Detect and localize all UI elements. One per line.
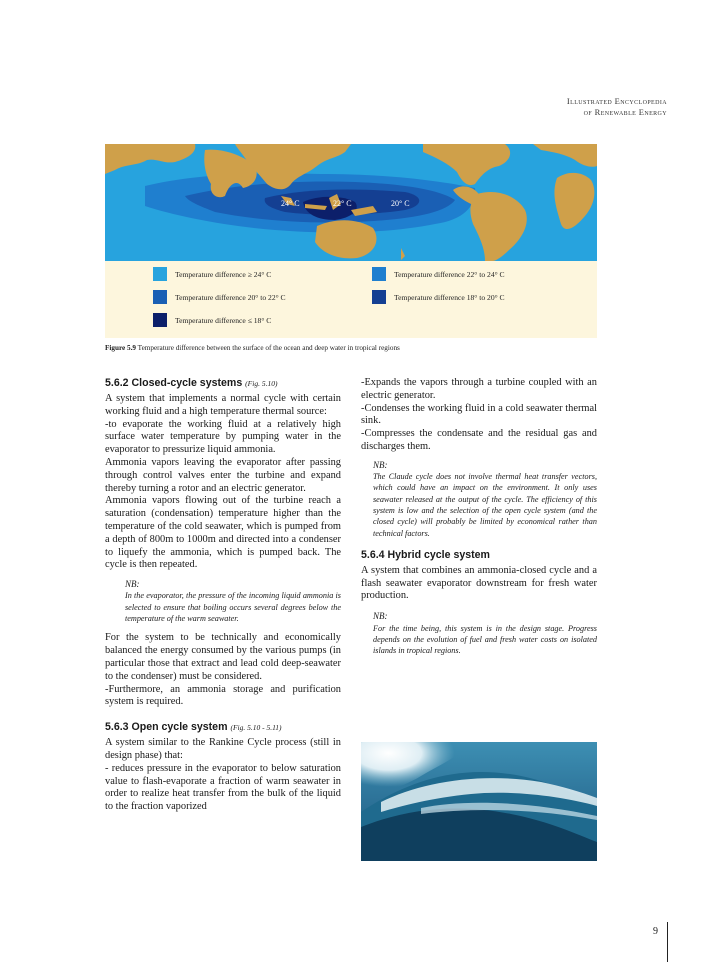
map-label-20: 20° C xyxy=(391,199,410,208)
legend-swatch xyxy=(153,290,167,304)
paragraph: -Condenses the working fluid in a cold seawater thermal sink. xyxy=(361,402,597,427)
nb-title: NB: xyxy=(373,459,388,470)
section-5-6-2-ref: (Fig. 5.10) xyxy=(245,379,278,388)
nb-text: For the time being, this system is in the design stage. Progress depends on the evolution of fuel and fresh water costs on isolated islands in tropical regions. xyxy=(373,623,597,656)
figure-5-9 xyxy=(105,144,597,338)
legend-label: Temperature difference 18° to 20° C xyxy=(394,292,505,302)
paragraph: Ammonia vapors leaving the evaporator after passing through control valves enter the turbine and expand thereby turning a rotor and an electric generator. xyxy=(105,456,341,494)
paragraph: A system similar to the Rankine Cycle process (still in design phase) that: xyxy=(105,737,341,761)
nb-note-2 xyxy=(373,460,597,539)
caption-text: Temperature difference between the surface of the ocean and deep water in tropical regions xyxy=(136,344,400,352)
legend-label: Temperature difference 20° to 22° C xyxy=(175,292,286,302)
world-ocean-temperature-map xyxy=(105,144,597,261)
nb-note-1 xyxy=(125,579,341,624)
right-column xyxy=(361,377,597,656)
nb-note-3 xyxy=(373,611,597,656)
legend-swatch xyxy=(372,267,386,281)
legend-item xyxy=(153,313,271,327)
paragraph: -Compresses the condensate and the residual gas and discharges them. xyxy=(361,428,597,452)
section-5-6-3-ref: (Fig. 5.10 - 5.11) xyxy=(230,723,282,733)
legend-item xyxy=(372,290,505,304)
caption-label: Figure 5.9 xyxy=(105,344,137,352)
map-legend xyxy=(105,261,597,338)
nb-text: In the evaporator, the pressure of the incoming liquid ammonia is selected to ensure that boiling occurs several degrees below the temperature of the warm seawater. xyxy=(125,591,341,624)
legend-item xyxy=(153,267,271,281)
section-5-6-3-heading xyxy=(105,721,341,734)
map-label-22: 22° C xyxy=(333,199,352,208)
section-5-6-4-heading: 5.6.4 Hybrid cycle system xyxy=(361,548,490,561)
legend-label: Temperature difference 22° to 24° C xyxy=(394,269,505,279)
left-column xyxy=(105,377,341,814)
legend-swatch xyxy=(153,313,167,327)
nb-text: The Claude cycle does not involve thermal heat transfer vectors, which could have an impact on the environment. It only uses seawater released at the output of the cycle. The efficiency of this system is low and the selection of the open cycle system (and the closed cycle) will probably be limited by economical rather than technical factors. xyxy=(373,472,597,538)
paragraph: -Furthermore, an ammonia storage and purification system is required. xyxy=(105,683,341,708)
ocean-wave-photo xyxy=(361,742,597,861)
legend-swatch xyxy=(372,290,386,304)
nb-title: NB: xyxy=(125,579,140,590)
page-number-rule xyxy=(667,922,668,962)
legend-item xyxy=(153,290,286,304)
section-5-6-2-title: 5.6.2 Closed-cycle systems xyxy=(105,377,243,389)
header-line-2: of Renewable Energy xyxy=(583,107,667,117)
map-label-24: 24° C xyxy=(281,199,300,208)
page-number: 9 xyxy=(653,926,658,937)
paragraph: For the system to be technically and economically balanced the energy consumed by the various pumps (in particular those that extract and lead cold deep-seawater to the condenser) must be considered. xyxy=(105,632,341,682)
header-line-1: Illustrated Encyclopedia xyxy=(566,96,667,106)
legend-label: Temperature difference ≥ 24° C xyxy=(175,269,272,279)
section-5-6-2-heading xyxy=(105,377,341,390)
legend-label: Temperature difference ≤ 18° C xyxy=(175,315,272,325)
paragraph: -to evaporate the working fluid at a relatively high surface water temperature by pumping water in the evaporator to pressurize liquid ammonia. xyxy=(105,418,341,456)
paragraph: A system that combines an ammonia-closed cycle and a flash seawater evaporator downstream for fresh water production. xyxy=(361,564,597,602)
legend-item xyxy=(372,267,505,281)
paragraph: - reduces pressure in the evaporator to below saturation value to flash-evaporate a fraction of warm seawater in order to realize heat transfer from the bulk of the liquid to the fraction vaporized xyxy=(105,762,341,813)
paragraph: A system that implements a normal cycle with certain working fluid and a high temperature thermal source: xyxy=(105,393,341,417)
paragraph: Ammonia vapors flowing out of the turbine reach a saturation (condensation) temperature higher than the temperature of the cold seawater, which is pumped from a depth of 800m to 1000m and directed into a condenser to liquefy the ammonia, which is pumped back. The cycle is then repeated. xyxy=(105,495,341,571)
running-header xyxy=(567,96,667,118)
section-5-6-3-title: 5.6.3 Open cycle system xyxy=(105,721,228,734)
paragraph: -Expands the vapors through a turbine coupled with an electric generator. xyxy=(361,377,597,401)
legend-swatch xyxy=(153,267,167,281)
figure-caption xyxy=(105,344,597,352)
nb-title: NB: xyxy=(373,611,388,622)
